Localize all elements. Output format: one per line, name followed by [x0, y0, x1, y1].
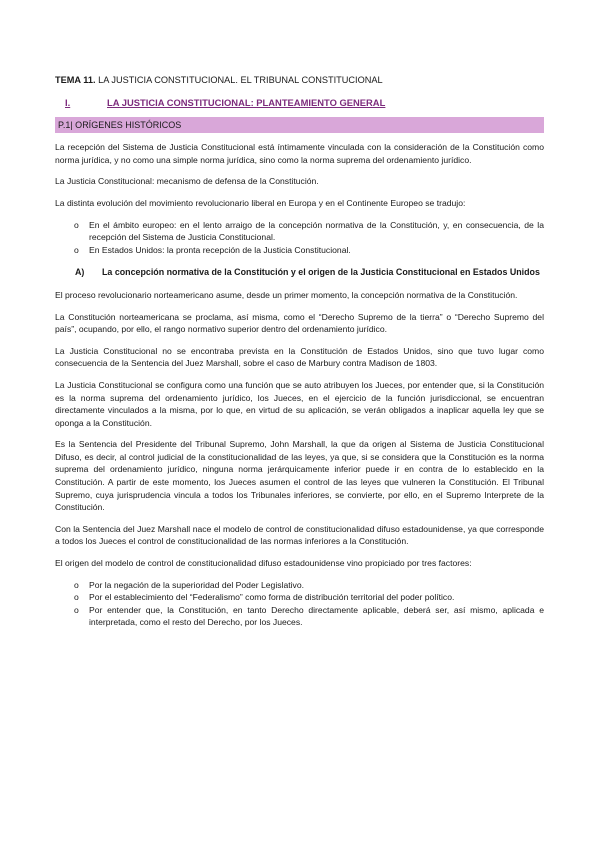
- paragraph: La Justicia Constitucional se configura como una función que se auto atribuyen los Jueces, por entender que, si la Constitución es la norma suprema del ordenamiento jurídico, los Jueces, en el ejercicio de la función jurisdiccional, se encuentran directamente vinculados a la misma, por lo que, en virtud de su aplicación, se verán obligados a inaplicar aquella ley que se oponga a la Constitución.: [55, 379, 544, 428]
- topic-title: LA JUSTICIA CONSTITUCIONAL. EL TRIBUNAL CONSTITUCIONAL: [98, 75, 383, 85]
- bullet-icon: o: [74, 244, 79, 255]
- page-content: [55, 74, 544, 639]
- list-item: [55, 604, 544, 629]
- topic-header: [55, 74, 544, 87]
- subsection-band: P.1| ORÍGENES HISTÓRICOS: [55, 117, 544, 133]
- list-item: [55, 591, 544, 604]
- paragraph: El origen del modelo de control de constitucionalidad difuso estadounidense vino propiciado por tres factores:: [55, 558, 472, 569]
- subheading-a: [55, 266, 544, 279]
- paragraph: Es la Sentencia del Presidente del Tribunal Supremo, John Marshall, la que da origen al Sistema de Justicia Constitucional Difuso, es decir, al control judicial de la constitucionalidad de las leyes, ya que, si se considera que la Constitución es la norma suprema del ordenamiento jurídico, ninguna norma jerárquicamente inferior puede ir en contra de lo establecido en la Constitución. A partir de este momento, los Jueces asumen el control de las leyes que vulneren la Constitución. El Tribunal Supremo, cuya jurisprudencia vincula a todos los Tribunales inferiores, se convierte, por ello, en el Supremo Interprete de la Constitución.: [55, 439, 544, 513]
- subheading-number: A): [75, 267, 85, 278]
- list-item-text: En Estados Unidos: la pronta recepción de la Justicia Constitucional.: [89, 244, 351, 255]
- paragraph: La distinta evolución del movimiento revolucionario liberal en Europa y en el Continente Europeo se tradujo:: [55, 197, 466, 208]
- list-item-text: Por la negación de la superioridad del Poder Legislativo.: [89, 579, 304, 590]
- section-title: LA JUSTICIA CONSTITUCIONAL: PLANTEAMIENTO GENERAL: [107, 96, 386, 108]
- paragraph: El proceso revolucionario norteamericano asume, desde un primer momento, la concepción normativa de la Constitución.: [55, 289, 518, 300]
- list-item-text: Por entender que, la Constitución, en tanto Derecho directamente aplicable, deberá ser, así mismo, aplicada e interpretada, como el resto del Derecho, por los Jueces.: [89, 604, 544, 628]
- subheading-title: La concepción normativa de la Constitución y el origen de la Justicia Constitucional en Estados Unidos: [102, 267, 540, 278]
- list-item: [55, 219, 544, 244]
- section-heading: [55, 97, 544, 110]
- bullet-icon: o: [74, 592, 79, 603]
- bullet-list: [55, 219, 544, 257]
- paragraph: Con la Sentencia del Juez Marshall nace el modelo de control de constitucionalidad difuso estadounidense, ya que corresponde a todos los Jueces el control de constitucionalidad de las normas inferiores a la Constitución.: [55, 523, 544, 547]
- section-number: I.: [65, 96, 71, 108]
- bullet-list: [55, 579, 544, 629]
- list-item-text: Por el establecimiento del “Federalismo” como forma de distribución territorial del poder político.: [89, 592, 455, 603]
- list-item-text: En el ámbito europeo: en el lento arraigo de la concepción normativa de la Constitución, y, en consecuencia, de la recepción del Sistema de Justicia Constitucional.: [89, 219, 544, 243]
- paragraph: La recepción del Sistema de Justicia Constitucional está íntimamente vinculada con la consideración de la Constitución como norma jurídica, y no como una simple norma jurídica, sino como la norma suprema del ordenamiento jurídico.: [55, 142, 544, 165]
- bullet-icon: o: [74, 579, 79, 590]
- list-item: [55, 244, 544, 257]
- paragraph: La Justicia Constitucional: mecanismo de defensa de la Constitución.: [55, 176, 319, 187]
- bullet-icon: o: [74, 219, 79, 230]
- topic-label: TEMA 11.: [55, 75, 96, 85]
- bullet-icon: o: [74, 604, 79, 615]
- paragraph: La Justicia Constitucional no se encontraba prevista en la Constitución de Estados Unidos, sino que tuvo lugar como consecuencia de la Sentencia del Juez Marshall, sobre el caso de Marbury contra Madison de 1803.: [55, 345, 544, 369]
- list-item: [55, 579, 544, 592]
- paragraph: La Constitución norteamericana se proclama, así misma, como el “Derecho Supremo de la tierra” o “Derecho Supremo del país”, ocupando, por ello, el rango normativo superior dentro del ordenamiento jurídico.: [55, 311, 544, 335]
